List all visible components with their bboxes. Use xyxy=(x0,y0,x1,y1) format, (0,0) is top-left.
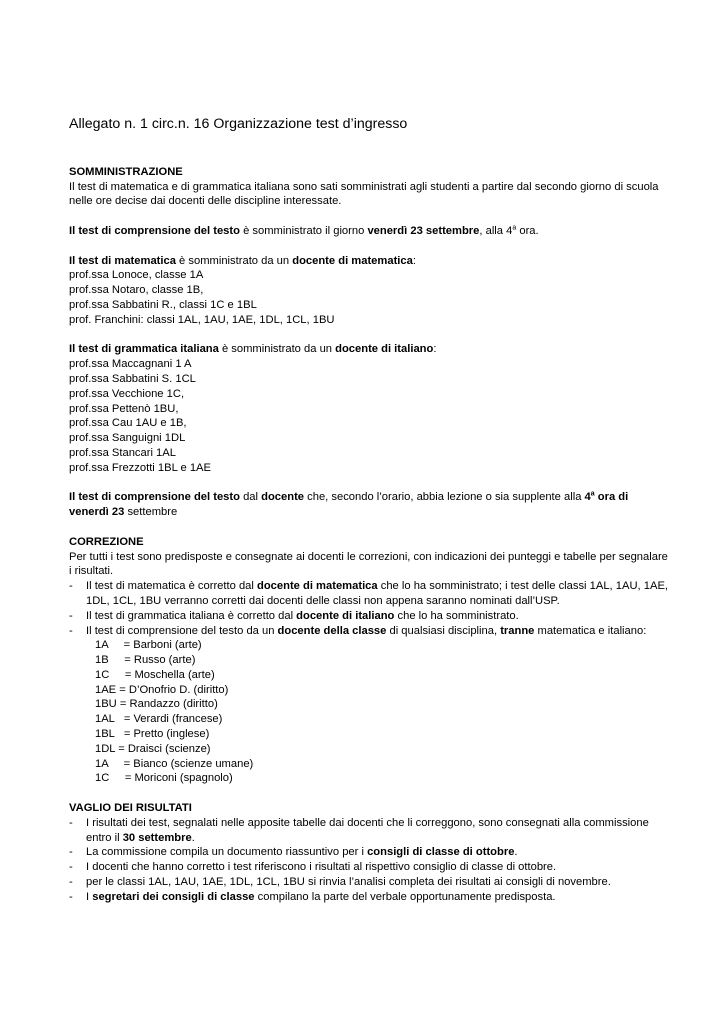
text: La commissione compila un documento riassuntivo per i xyxy=(86,846,368,859)
document-page xyxy=(69,117,669,919)
teacher-line: prof.ssa Stancari 1AL xyxy=(69,446,176,459)
list-item xyxy=(69,845,669,860)
bold-text: Il test di grammatica italiana xyxy=(69,343,219,356)
text: per le classi 1AL, 1AU, 1AE, 1DL, 1CL, 1BU si rinvia l’analisi completa dei risultati ai consigli di novembre. xyxy=(86,876,611,889)
list-item xyxy=(69,624,669,639)
assignment-line: 1A = Barboni (arte) xyxy=(95,639,202,652)
bold-text: docente xyxy=(261,491,305,504)
bold-text: consigli di classe di ottobre xyxy=(367,846,515,859)
teacher-line: prof.ssa Lonoce, classe 1A xyxy=(69,269,204,282)
section-heading: SOMMINISTRAZIONE xyxy=(69,165,183,178)
assignment-line: 1BL = Pretto (inglese) xyxy=(95,728,210,741)
teacher-line: prof.ssa Vecchione 1C, xyxy=(69,387,185,400)
text: dal xyxy=(239,491,262,504)
bold-text: 4 xyxy=(584,491,591,504)
text: che lo ha somministrato; i test delle classi 1AL, 1AU, 1AE, 1DL, 1CL, 1BU verranno corretti dai docenti delle classi non appena saranno nominati dall’USP. xyxy=(86,580,669,607)
assignment-line: 1A = Bianco (scienze umane) xyxy=(95,757,254,770)
assignment-line: 1C = Moriconi (spagnolo) xyxy=(95,772,233,785)
list-item xyxy=(69,860,669,875)
document-title: Allegato n. 1 circ.n. 16 Organizzazione test d’ingresso xyxy=(69,116,408,132)
bold-text: docente della classe xyxy=(277,624,387,637)
text: . xyxy=(191,831,195,844)
paragraph-italiano xyxy=(69,342,669,475)
teacher-line: prof.ssa Sabbatini S. 1CL xyxy=(69,372,196,385)
list-item xyxy=(69,875,669,890)
text: che lo ha somministrato. xyxy=(394,609,519,622)
teacher-line: prof.ssa Sanguigni 1DL xyxy=(69,432,186,445)
bold-text: docente di matematica xyxy=(257,580,378,593)
bold-text: 30 settembre xyxy=(122,831,192,844)
text: : xyxy=(433,343,437,356)
bullet-dash: - xyxy=(69,816,73,829)
teacher-line: prof.ssa Frezzotti 1BL e 1AE xyxy=(69,461,211,474)
assignment-line: 1BU = Randazzo (diritto) xyxy=(95,698,218,711)
superscript: a xyxy=(590,490,595,498)
teacher-line: prof.ssa Maccagnani 1 A xyxy=(69,358,192,371)
section-correzione xyxy=(69,535,669,787)
bullet-dash: - xyxy=(69,861,73,874)
superscript: a xyxy=(512,224,517,232)
assignment-line: 1B = Russo (arte) xyxy=(95,654,196,667)
text: matematica e italiano: xyxy=(534,624,647,637)
text: . xyxy=(514,846,518,859)
teacher-line: prof.ssa Pettenò 1BU, xyxy=(69,402,179,415)
paragraph-comprensione-docente xyxy=(69,490,669,520)
section-vaglio xyxy=(69,801,669,905)
text: , alla 4 xyxy=(479,224,513,237)
bullet-dash: - xyxy=(69,876,73,889)
bold-text: ora di venerdì 23 xyxy=(69,491,629,519)
bullet-dash: - xyxy=(69,890,73,903)
bullet-dash: - xyxy=(69,580,73,593)
paragraph-matematica xyxy=(69,254,669,328)
section-heading: CORREZIONE xyxy=(69,535,144,548)
bold-text: venerdì 23 settembre xyxy=(367,224,480,237)
bold-text: Il test di comprensione del testo xyxy=(69,224,240,237)
bold-text: docente di italiano xyxy=(296,609,395,622)
text: di qualsiasi disciplina, xyxy=(386,624,501,637)
assignment-line: 1AL = Verardi (francese) xyxy=(95,713,223,726)
text: Il test di comprensione del testo da un xyxy=(86,624,278,637)
bold-text: docente di matematica xyxy=(292,254,413,267)
teacher-line: prof.ssa Sabbatini R., classi 1C e 1BL xyxy=(69,298,257,311)
text: è somministrato da un xyxy=(218,343,336,356)
list-item xyxy=(69,579,669,609)
list-item xyxy=(69,816,669,846)
paragraph: Il test di matematica e di grammatica italiana sono sati somministrati agli studenti a partire dal secondo giorno di scuola nelle ore decise dai docenti delle discipline interessate. xyxy=(69,180,659,208)
bold-text: Il test di comprensione del testo xyxy=(69,491,240,504)
text: I docenti che hanno corretto i test riferiscono i risultati al rispettivo consiglio di classe di ottobre. xyxy=(86,861,557,874)
bold-text: Il test di matematica xyxy=(69,254,176,267)
section-somministrazione xyxy=(69,165,669,209)
text: : xyxy=(412,254,416,267)
text: Il test di grammatica italiana è corretto dal xyxy=(86,609,297,622)
list-item xyxy=(69,890,669,905)
assignment-line: 1DL = Draisci (scienze) xyxy=(95,742,211,755)
teacher-line: prof.ssa Cau 1AU e 1B, xyxy=(69,417,187,430)
text: che, secondo l’orario, abbia lezione o sia supplente alla xyxy=(304,491,585,504)
section-heading: VAGLIO DEI RISULTATI xyxy=(69,802,192,815)
bold-text: docente di italiano xyxy=(335,343,434,356)
bullet-dash: - xyxy=(69,609,73,622)
paragraph: Per tutti i test sono predisposte e consegnate ai docenti le correzioni, con indicazioni dei punteggi e tabelle per segnalare i risultati. xyxy=(69,550,668,578)
text: settembre xyxy=(124,506,178,519)
text: compilano la parte del verbale opportunamente predisposta. xyxy=(254,890,556,903)
assignment-line: 1C = Moschella (arte) xyxy=(95,668,215,681)
paragraph-comprensione xyxy=(69,224,669,239)
bold-text: segretari dei consigli di classe xyxy=(92,890,255,903)
text: è somministrato da un xyxy=(175,254,293,267)
assignment-line: 1AE = D’Onofrio D. (diritto) xyxy=(95,683,229,696)
text: I risultati dei test, segnalati nelle apposite tabelle dai docenti che li correggono, sono consegnati alla commissione entro il xyxy=(86,816,649,844)
bullet-dash: - xyxy=(69,624,73,637)
teacher-line: prof.ssa Notaro, classe 1B, xyxy=(69,284,204,297)
teacher-line: prof. Franchini: classi 1AL, 1AU, 1AE, 1DL, 1CL, 1BU xyxy=(69,313,335,326)
list-item xyxy=(69,609,669,624)
bullet-dash: - xyxy=(69,846,73,859)
bold-text: tranne xyxy=(500,624,535,637)
text: ora. xyxy=(516,224,539,237)
text: Il test di matematica è corretto dal xyxy=(86,580,257,593)
text: è somministrato il giorno xyxy=(239,224,368,237)
text: I xyxy=(86,890,93,903)
